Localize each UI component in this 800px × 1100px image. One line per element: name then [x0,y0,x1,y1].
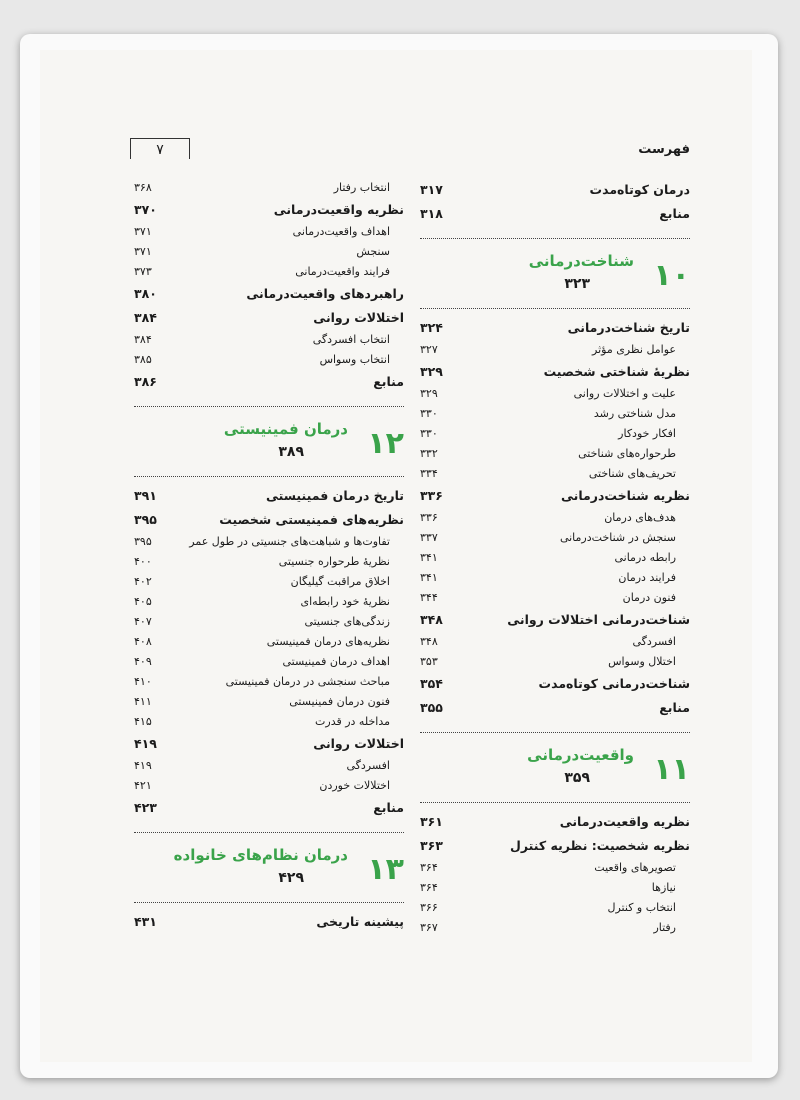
chapter-heading-13 [134,844,404,900]
toc-column-left [134,178,404,934]
toc-entry-title: منابع [659,206,690,221]
page-number: ۷ [130,138,190,159]
toc-entry-title: نظریه شخصیت: نظریه کنترل [510,838,690,853]
dotted-divider [134,406,404,408]
toc-entry-title: فرایند واقعیت‌درمانی [295,265,390,278]
toc-entry-title: مداخله در قدرت [315,715,390,728]
toc-entry-page: ۳۶۷ [420,921,438,934]
toc-entry-title: رفتار [653,921,676,934]
toc-entry [420,528,690,548]
toc-entry-title: رابطه درمانی [614,551,676,564]
toc-entry-page: ۴۱۹ [134,736,157,751]
toc-entry [134,350,404,370]
toc-entry [134,330,404,350]
toc-entry-page: ۳۹۵ [134,512,157,527]
toc-entry-page: ۳۴۸ [420,635,438,648]
toc-entry-title: اختلال وسواس [608,655,676,668]
toc-entry-title: منابع [659,700,690,715]
running-head: فهرست [638,142,690,157]
toc-entry-title: اخلاق مراقبت گیلیگان [290,575,390,588]
toc-entry-page: ۳۵۴ [420,676,443,691]
toc-entry-title: شناخت‌درمانی اختلالات روانی [507,612,690,627]
toc-entry-title: درمان کوتاه‌مدت [589,182,690,197]
toc-entry-title: تحریف‌های شناختی [588,467,676,480]
chapter-heading-10 [420,250,690,306]
toc-entry-page: ۳۴۸ [420,612,443,627]
toc-entry-page: ۴۰۰ [134,555,152,568]
toc-entry [134,796,404,820]
page-header [130,138,690,168]
toc-entry-title: علیت و اختلالات روانی [573,387,676,400]
toc-entry-title: نظریه واقعیت‌درمانی [273,202,404,217]
toc-entry [134,572,404,592]
toc-entry-page: ۴۰۸ [134,635,152,648]
toc-entry-page: ۳۷۱ [134,245,152,258]
chapter-number: ۱۳ [367,852,404,887]
toc-entry-page: ۳۵۵ [420,700,443,715]
toc-entry-title: نظریه‌های درمان فمینیستی [266,635,390,648]
chapter-number: ۱۰ [653,258,690,293]
toc-entry-page: ۳۳۷ [420,531,438,544]
chapter-page: ۳۸۹ [278,444,304,460]
toc-entry-page: ۳۲۷ [420,343,438,356]
toc-entry [420,878,690,898]
toc-entry-page: ۳۴۱ [420,571,438,584]
toc-entry-page: ۴۰۷ [134,615,152,628]
chapter-number: ۱۱ [653,752,690,787]
toc-group [134,910,404,934]
toc-entry-page: ۳۲۴ [420,320,443,335]
toc-entry-title: نظریه شناخت‌درمانی [561,488,690,503]
toc-entry-page: ۳۶۸ [134,181,152,194]
dotted-divider [420,732,690,734]
toc-entry [134,732,404,756]
toc-entry-title: افسردگی [632,635,676,648]
toc-group [420,178,690,226]
toc-entry [134,652,404,672]
toc-entry [420,588,690,608]
chapter-page: ۴۲۹ [278,870,304,886]
toc-entry-page: ۳۲۹ [420,387,438,400]
toc-entry [420,508,690,528]
toc-entry [420,464,690,484]
toc-entry-page: ۳۳۶ [420,511,438,524]
toc-group [134,178,404,394]
toc-entry [420,384,690,404]
toc-entry-title: نظریه‌های فمینیستی شخصیت [219,512,404,527]
chapter-title: شناخت‌درمانی [528,252,634,270]
toc-entry-title: افسردگی [346,759,390,772]
toc-entry [134,198,404,222]
toc-entry [420,652,690,672]
toc-entry [420,202,690,226]
toc-entry-title: اختلالات روانی [313,736,404,751]
toc-entry-page: ۳۷۰ [134,202,157,217]
toc-entry-title: انتخاب و کنترل [607,901,676,914]
chapter-title: درمان فمینیستی [223,420,348,438]
toc-entry-page: ۳۳۲ [420,447,438,460]
toc-entry-page: ۴۲۱ [134,779,152,792]
toc-entry-title: سنجش در شناخت‌درمانی [559,531,676,544]
toc-entry [420,424,690,444]
dotted-divider [134,902,404,904]
toc-entry [134,222,404,242]
toc-entry [134,776,404,796]
toc-entry-title: اهداف درمان فمینیستی [282,655,390,668]
toc-entry-page: ۴۳۱ [134,914,157,929]
toc-entry-page: ۳۸۴ [134,333,152,346]
dotted-divider [134,832,404,834]
toc-entry-title: فرایند درمان [618,571,676,584]
toc-entry [420,568,690,588]
toc-entry [420,178,690,202]
dotted-divider [420,802,690,804]
toc-entry-page: ۳۷۳ [134,265,152,278]
toc-entry-page: ۳۴۱ [420,551,438,564]
toc-entry-page: ۳۸۰ [134,286,157,301]
chapter-heading-12 [134,418,404,474]
toc-entry-title: تصویرهای واقعیت [594,861,676,874]
toc-entry-page: ۳۷۱ [134,225,152,238]
toc-entry-title: تاریخ شناخت‌درمانی [567,320,690,335]
toc-entry [134,910,404,934]
toc-entry [134,484,404,508]
toc-entry-title: نظریهٔ خود رابطه‌ای [300,595,390,608]
toc-entry-page: ۳۳۰ [420,407,438,420]
toc-entry [134,712,404,732]
toc-entry-page: ۳۳۴ [420,467,438,480]
dotted-divider [134,476,404,478]
toc-entry-title: انتخاب رفتار [333,181,390,194]
toc-entry-page: ۳۶۴ [420,881,438,894]
toc-column-right [420,178,690,938]
toc-entry-title: عوامل نظری مؤثر [592,343,676,356]
toc-entry-title: راهبردهای واقعیت‌درمانی [246,286,404,301]
toc-entry-page: ۳۶۱ [420,814,443,829]
toc-entry [134,756,404,776]
toc-entry [420,632,690,652]
toc-entry-title: سنجش [356,245,390,258]
toc-entry-page: ۳۱۸ [420,206,443,221]
toc-entry-title: انتخاب وسواس [319,353,390,366]
toc-entry [134,178,404,198]
toc-entry-page: ۳۶۳ [420,838,443,853]
toc-entry-page: ۳۶۴ [420,861,438,874]
toc-entry [420,672,690,696]
toc-entry [420,898,690,918]
toc-entry-page: ۳۵۳ [420,655,438,668]
toc-entry-title: طرحواره‌های شناختی [578,447,676,460]
toc-entry-title: فنون درمان [622,591,676,604]
toc-entry-page: ۴۱۹ [134,759,152,772]
toc-entry-title: فنون درمان فمینیستی [289,695,390,708]
toc-entry [134,532,404,552]
toc-entry-title: نظریهٔ شناختی شخصیت [543,364,690,379]
chapter-title: واقعیت‌درمانی [527,746,634,764]
toc-entry-page: ۴۱۱ [134,695,152,708]
toc-entry-title: انتخاب افسردگی [312,333,390,346]
toc-entry-title: نیازها [651,881,676,894]
toc-entry-title: اختلالات خوردن [319,779,390,792]
toc-entry [420,316,690,340]
toc-entry [420,548,690,568]
toc-entry [134,612,404,632]
toc-entry [420,404,690,424]
toc-entry-title: شناخت‌درمانی کوتاه‌مدت [538,676,690,691]
toc-entry-title: اهداف واقعیت‌درمانی [292,225,390,238]
toc-entry [134,508,404,532]
toc-entry-page: ۳۱۷ [420,182,443,197]
toc-entry [134,370,404,394]
toc-entry-page: ۴۰۲ [134,575,152,588]
toc-entry [134,552,404,572]
dotted-divider [420,238,690,240]
chapter-heading-11 [420,744,690,800]
chapter-title: درمان نظام‌های خانواده [173,846,348,864]
toc-entry [134,282,404,306]
toc-entry-title: نظریهٔ طرحواره جنسیتی [278,555,390,568]
toc-entry-page: ۴۱۵ [134,715,152,728]
toc-entry-title: زندگی‌های جنسیتی [304,615,390,628]
toc-group [420,810,690,938]
toc-entry-title: مباحث سنجشی در درمان فمینیستی [225,675,390,688]
toc-group [420,316,690,720]
toc-entry [420,810,690,834]
chapter-page: ۳۵۹ [564,770,590,786]
toc-group [134,484,404,820]
toc-entry-page: ۳۲۹ [420,364,443,379]
toc-entry-page: ۳۹۱ [134,488,157,503]
toc-entry-page: ۳۴۴ [420,591,438,604]
toc-entry [420,918,690,938]
toc-entry-title: منابع [373,374,404,389]
toc-entry-title: مدل شناختی رشد [593,407,676,420]
toc-entry-title: اختلالات روانی [313,310,404,325]
toc-entry-title: نظریه واقعیت‌درمانی [559,814,690,829]
toc-entry-title: تفاوت‌ها و شباهت‌های جنسیتی در طول عمر [189,535,390,548]
toc-entry [134,262,404,282]
toc-entry [420,696,690,720]
toc-entry-page: ۳۳۶ [420,488,443,503]
toc-entry-page: ۳۸۵ [134,353,152,366]
toc-entry [134,242,404,262]
toc-entry [420,340,690,360]
toc-entry [134,672,404,692]
toc-entry [420,608,690,632]
toc-entry-title: افکار خودکار [618,427,676,440]
toc-entry-page: ۴۱۰ [134,675,152,688]
toc-entry-page: ۳۶۶ [420,901,438,914]
toc-entry-page: ۳۹۵ [134,535,152,548]
toc-entry [420,484,690,508]
toc-entry-title: تاریخ درمان فمینیستی [265,488,404,503]
toc-entry [134,306,404,330]
toc-entry-page: ۳۳۰ [420,427,438,440]
toc-entry-page: ۴۲۳ [134,800,157,815]
dotted-divider [420,308,690,310]
toc-entry-title: هدف‌های درمان [604,511,676,524]
toc-entry [134,632,404,652]
toc-entry [420,858,690,878]
toc-entry [420,444,690,464]
chapter-page: ۳۲۳ [564,276,590,292]
toc-entry [420,834,690,858]
toc-entry-page: ۴۰۵ [134,595,152,608]
toc-entry-page: ۳۸۶ [134,374,157,389]
toc-entry-title: پیشینه تاریخی [316,914,404,929]
toc-entry [134,692,404,712]
toc-entry-page: ۴۰۹ [134,655,152,668]
toc-entry-page: ۳۸۴ [134,310,157,325]
toc-entry-title: منابع [373,800,404,815]
toc-entry [134,592,404,612]
toc-entry [420,360,690,384]
chapter-number: ۱۲ [367,426,404,461]
